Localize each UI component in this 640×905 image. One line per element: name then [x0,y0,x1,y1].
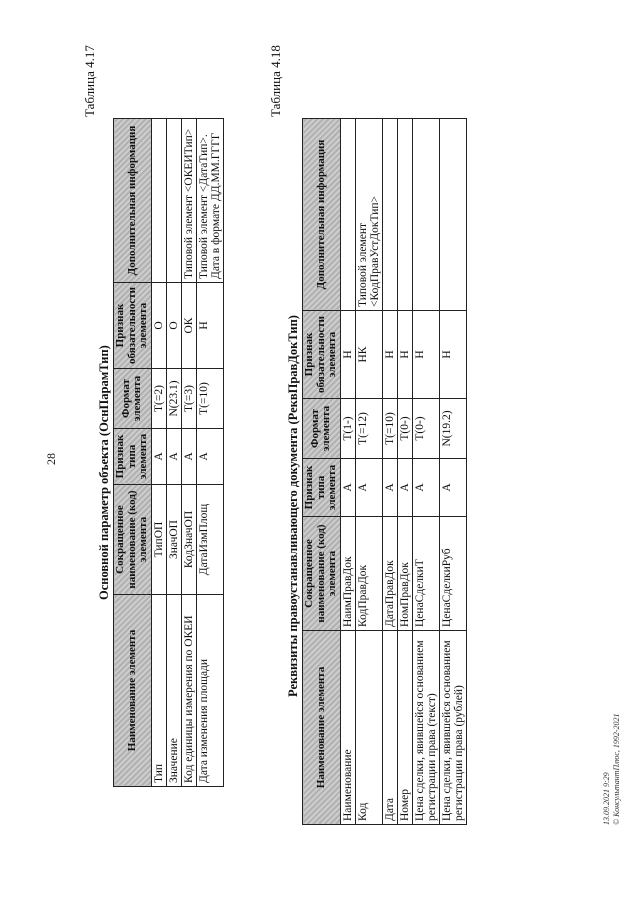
table-4-18 [302,118,467,825]
cell: Тип [151,595,166,787]
table-4-18-number: Таблица 4.18 [268,45,283,117]
cell: Н [412,311,439,399]
cell: КодЗначОП [181,485,196,595]
table-row [355,119,382,825]
col-header: Формат элемента [114,369,152,429]
cell [382,119,397,311]
cell: ТипОП [151,485,166,595]
col-header: Дополнительная информация [303,119,341,311]
cell: А [151,429,166,485]
table-row [340,119,355,825]
cell: А [397,459,412,517]
cell: Н [340,311,355,399]
table-4-17-caption: Основной параметр объекта (ОснПарамТип) [97,345,111,600]
cell: А [166,429,181,485]
cell: О [151,283,166,369]
cell: Н [397,311,412,399]
cell: Код [355,631,382,825]
cell: Цена сделки, явившейся основанием регистрации права (текст) [412,631,439,825]
cell [397,119,412,311]
table-row [196,119,223,787]
col-header: Признак обязательности элемента [303,311,341,399]
cell: Типовой элемент <ДатаТип>. Дата в формате ДД.ММ.ГГГГ [196,119,223,283]
cell: НаимПравДок [340,517,355,631]
cell: Т(0-) [397,399,412,459]
table-row [412,119,439,825]
cell: Т(=3) [181,369,196,429]
cell: КодПравДок [355,517,382,631]
cell: ЦенаСделкиРуб [439,517,466,631]
cell: Т(=12) [355,399,382,459]
cell: Значение [166,595,181,787]
col-header: Сокращенное наименование (код) элемента [303,517,341,631]
cell: О [166,283,181,369]
cell: Н [439,311,466,399]
cell: НК [355,311,382,399]
cell: Н [196,283,223,369]
cell: Н [382,311,397,399]
col-header: Дополнительная информация [114,119,152,283]
cell: А [382,459,397,517]
table-header-row [114,119,152,787]
footer-source: © КонсультантПлюс, 1992-2021 [612,713,621,825]
cell [151,119,166,283]
table-header-row [303,119,341,825]
cell: Дата [382,631,397,825]
cell [412,119,439,311]
table-4-17-number: Таблица 4.17 [82,45,97,117]
cell: Т(0-) [412,399,439,459]
footer-stamp [602,713,622,825]
cell [166,119,181,283]
cell: ДатаПравДок [382,517,397,631]
table-row [166,119,181,787]
col-header: Сокращенное наименование (код) элемента [114,485,152,595]
cell: Номер [397,631,412,825]
cell: Типовой элемент <ОКЕИТип> [181,119,196,283]
cell: Т(1-) [340,399,355,459]
cell: А [355,459,382,517]
table-row [181,119,196,787]
cell: Т(=10) [196,369,223,429]
col-header: Признак типа элемента [114,429,152,485]
cell [439,119,466,311]
cell: А [340,459,355,517]
cell: ОК [181,283,196,369]
cell: Цена сделки, явившейся основанием регистрации права (рублей) [439,631,466,825]
col-header: Формат элемента [303,399,341,459]
col-header: Наименование элемента [303,631,341,825]
cell: N(19.2) [439,399,466,459]
cell: ЦенаСделкиТ [412,517,439,631]
table-row [439,119,466,825]
cell: Т(=2) [151,369,166,429]
cell: А [439,459,466,517]
table-4-18-caption: Реквизиты правоустанавливающего документа (РеквПравДокТип) [286,315,300,697]
table-row [151,119,166,787]
cell: Наименование [340,631,355,825]
cell: А [196,429,223,485]
cell: ЗначОП [166,485,181,595]
cell: N(23.1) [166,369,181,429]
cell: Типовой элемент <КодПравУстДокТип> [355,119,382,311]
cell: Код единицы измерения по ОКЕИ [181,595,196,787]
cell [340,119,355,311]
cell: ДатаИзмПлощ [196,485,223,595]
cell: Дата изменения площади [196,595,223,787]
col-header: Наименование элемента [114,595,152,787]
cell: Т(=10) [382,399,397,459]
table-row [382,119,397,825]
cell: А [181,429,196,485]
table-4-17 [113,118,224,787]
cell: НомПравДок [397,517,412,631]
col-header: Признак обязательности элемента [114,283,152,369]
footer-date: 13.09.2021 9:29 [602,772,611,825]
col-header: Признак типа элемента [303,459,341,517]
page-number: 28 [44,453,58,465]
table-row [397,119,412,825]
cell: А [412,459,439,517]
